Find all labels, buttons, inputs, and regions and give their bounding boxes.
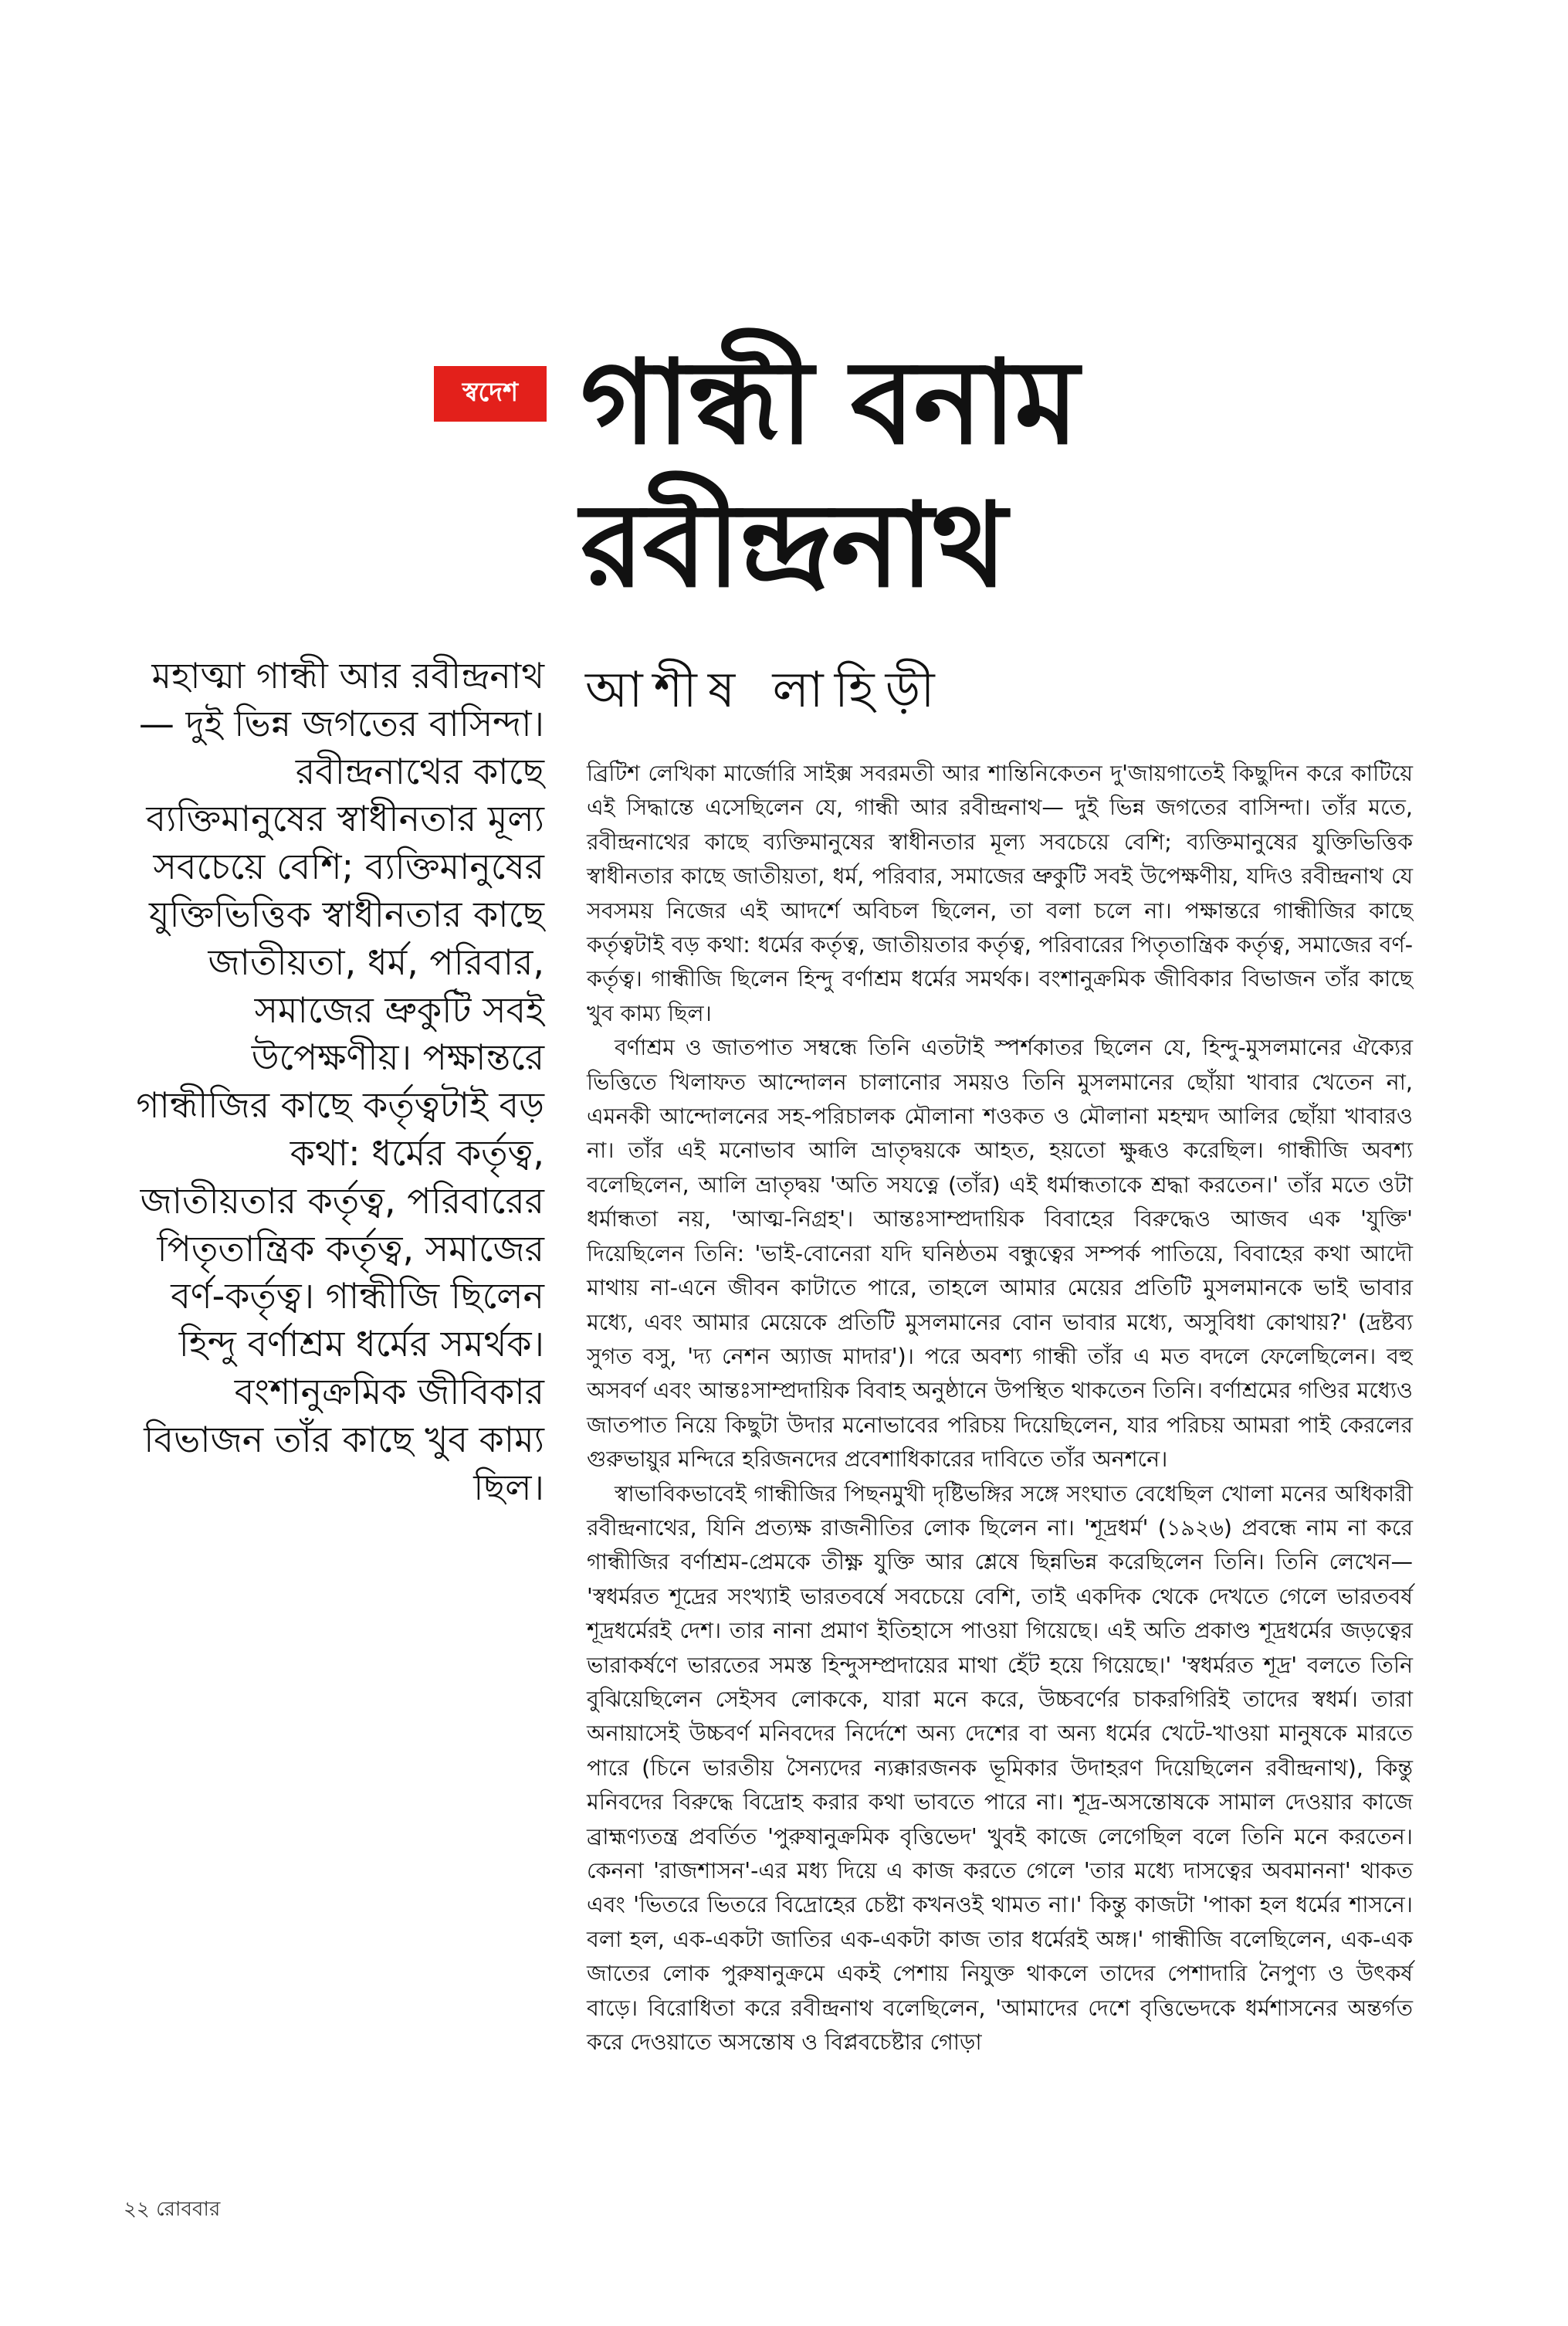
- body-paragraph: ব্রিটিশ লেখিকা মার্জোরি সাইক্স সবরমতী আর শান্তিনিকেতন দু'জায়গাতেই কিছুদিন করে কাটিয়ে এই সিদ্ধান্তে এসেছিলেন যে, গান্ধী আর রবীন্দ্রনাথ— দুই ভিন্ন জগতের বাসিন্দা। তাঁর মতে, রবীন্দ্রনাথের কাছে ব্যক্তিমানুষের স্বাধীনতার মূল্য সবচেয়ে বেশি; ব্যক্তিমানুষের যুক্তিভিত্তিক স্বাধীনতার কাছে জাতীয়তা, ধর্ম, পরিবার, সমাজের ভ্রুকুটি সবই উপেক্ষণীয়, যদিও রবীন্দ্রনাথ যে সবসময় নিজের এই আদর্শে অবিচল ছিলেন, তা বলা চলে না। পক্ষান্তরে গান্ধীজির কাছে কর্তৃত্বটাই বড় কথা: ধর্মের কর্তৃত্ব, জাতীয়তার কর্তৃত্ব, পরিবারের পিতৃতান্ত্রিক কর্তৃত্ব, সমাজের বর্ণ-কর্তৃত্ব। গান্ধীজি ছিলেন হিন্দু বর্ণাশ্রম ধর্মের সমর্থক। বংশানুক্রমিক জীবিকার বিভাজন তাঁর কাছে খুব কাম্য ছিল।: [587, 761, 1413, 1026]
- title-line-1: গান্ধী বনাম: [581, 336, 1078, 470]
- body-paragraph: বর্ণাশ্রম ও জাতপাত সম্বন্ধে তিনি এতটাই স্পর্শকাতর ছিলেন যে, হিন্দু-মুসলমানের ঐক্যের ভিত্তিতে খিলাফত আন্দোলন চালানোর সময়ও তিনি মুসলমানের ছোঁয়া খাবার খেতেন না, এমনকী আন্দোলনের সহ-পরিচালক মৌলানা শওকত ও মৌলানা মহম্মদ আলির ছোঁয়া খাবারও না। তাঁর এই মনোভাব আলি ভ্রাতৃদ্বয়কে আহত, হয়তো ক্ষুব্ধও করেছিল। গান্ধীজি অবশ্য বলেছিলেন, আলি ভ্রাতৃদ্বয় 'অতি সযত্নে (তাঁর) এই ধর্মান্ধতাকে শ্রদ্ধা করতেন।' তাঁর মতে ওটা ধর্মান্ধতা নয়, 'আত্ম-নিগ্রহ'। আন্তঃসাম্প্রদায়িক বিবাহের বিরুদ্ধেও আজব এক 'যুক্তি' দিয়েছিলেন তিনি: 'ভাই-বোনেরা যদি ঘনিষ্ঠতম বন্ধুত্বের সম্পর্ক পাতিয়ে, বিবাহের কথা আদৌ মাথায় না-এনে জীবন কাটাতে পারে, তাহলে আমার মেয়ের প্রতিটি মুসলমানকে ভাই ভাবার মধ্যে, এবং আমার মেয়েকে প্রতিটি মুসলমানের বোন ভাবার মধ্যে, অসুবিধা কোথায়?' (দ্রষ্টব্য সুগত বসু, 'দ্য নেশন অ্যাজ মাদার')। পরে অবশ্য গান্ধী তাঁর এ মত বদলে ফেলেছিলেন। বহু অসবর্ণ এবং আন্তঃসাম্প্রদায়িক বিবাহ অনুষ্ঠানে উপস্থিত থাকতেন তিনি। বর্ণাশ্রমের গণ্ডির মধ্যেও জাতপাত নিয়ে কিছুটা উদার মনোভাবের পরিচয় দিয়েছিলেন, যার পরিচয় আমরা পাই কেরলের গুরুভায়ুর মন্দিরে হরিজনদের প্রবেশাধিকারের দাবিতে তাঁর অনশনে।: [587, 1035, 1413, 1473]
- pull-quote: মহাত্মা গান্ধী আর রবীন্দ্রনাথ— দুই ভিন্ন জগতের বাসিন্দা। রবীন্দ্রনাথের কাছে ব্যক্তিমানুষের স্বাধীনতার মূল্য সবচেয়ে বেশি; ব্যক্তিমানুষের যুক্তিভিত্তিক স্বাধীনতার কাছে জাতীয়তা, ধর্ম, পরিবার, সমাজের ভ্রুকুটি সবই উপেক্ষণীয়। পক্ষান্তরে গান্ধীজির কাছে কর্তৃত্বটাই বড় কথা: ধর্মের কর্তৃত্ব, জাতীয়তার কর্তৃত্ব, পরিবারের পিতৃতান্ত্রিক কর্তৃত্ব, সমাজের বর্ণ-কর্তৃত্ব। গান্ধীজি ছিলেন হিন্দু বর্ণাশ্রম ধর্মের সমর্থক। বংশানুক্রমিক জীবিকার বিভাজন তাঁর কাছে খুব কাম্য ছিল।: [136, 655, 544, 1508]
- article-title: [581, 332, 1430, 618]
- title-line-2: রবীন্দ্রনাথ: [581, 479, 1006, 613]
- page-folio: ২২ রোববার: [124, 2198, 221, 2221]
- author-byline: আশীষ লাহিড়ী: [585, 662, 946, 719]
- article-body: [587, 757, 1413, 2060]
- body-paragraph: স্বাভাবিকভাবেই গান্ধীজির পিছনমুখী দৃষ্টিভঙ্গির সঙ্গে সংঘাত বেধেছিল খোলা মনের অধিকারী রবীন্দ্রনাথের, যিনি প্রত্যক্ষ রাজনীতির লোক ছিলেন না। 'শূদ্রধর্ম' (১৯২৬) প্রবন্ধে নাম না করে গান্ধীজির বর্ণাশ্রম-প্রেমকে তীক্ষ্ণ যুক্তি আর শ্লেষে ছিন্নভিন্ন করেছিলেন তিনি। তিনি লেখেন— 'স্বধর্মরত শূদ্রের সংখ্যাই ভারতবর্ষে সবচেয়ে বেশি, তাই একদিক থেকে দেখতে গেলে ভারতবর্ষ শূদ্রধর্মেরই দেশ। তার নানা প্রমাণ ইতিহাসে পাওয়া গিয়েছে। এই অতি প্রকাণ্ড শূদ্রধর্মের জড়ত্বের ভারাকর্ষণে ভারতের সমস্ত হিন্দুসম্প্রদায়ের মাথা হেঁট হয়ে গিয়েছে।' 'স্বধর্মরত শূদ্র' বলতে তিনি বুঝিয়েছিলেন সেইসব লোককে, যারা মনে করে, উচ্চবর্ণের চাকরগিরিই তাদের স্বধর্ম। তারা অনায়াসেই উচ্চবর্ণ মনিবদের নির্দেশে অন্য দেশের বা অন্য ধর্মের খেটে-খাওয়া মানুষকে মারতে পারে (চিনে ভারতীয় সৈন্যদের ন্যক্কারজনক ভূমিকার উদাহরণ দিয়েছিলেন রবীন্দ্রনাথ), কিন্তু মনিবদের বিরুদ্ধে বিদ্রোহ করার কথা ভাবতে পারে না। শূদ্র-অসন্তোষকে সামাল দেওয়ার কাজে ব্রাহ্মণ্যতন্ত্র প্রবর্তিত 'পুরুষানুক্রমিক বৃত্তিভেদ' খুবই কাজে লেগেছিল বলে তিনি মনে করতেন। কেননা 'রাজশাসন'-এর মধ্য দিয়ে এ কাজ করতে গেলে 'তার মধ্যে দাসত্বের অবমাননা' থাকত এবং 'ভিতরে ভিতরে বিদ্রোহের চেষ্টা কখনওই থামত না।' কিন্তু কাজটা 'পাকা হল ধর্মের শাসনে। বলা হল, এক-একটা জাতির এক-একটা কাজ তার ধর্মেরই অঙ্গ।' গান্ধীজি বলেছিলেন, এক-এক জাতের লোক পুরুষানুক্রমে একই পেশায় নিযুক্ত থাকলে তাদের পেশাদারি নৈপুণ্য ও উৎকর্ষ বাড়ে। বিরোধিতা করে রবীন্দ্রনাথ বলেছিলেন, 'আমাদের দেশে বৃত্তিভেদকে ধর্মশাসনের অন্তর্গত করে দেওয়াতে অসন্তোষ ও বিপ্লবচেষ্টার গোড়া: [587, 1480, 1414, 2056]
- section-tag: স্বদেশ: [434, 366, 547, 422]
